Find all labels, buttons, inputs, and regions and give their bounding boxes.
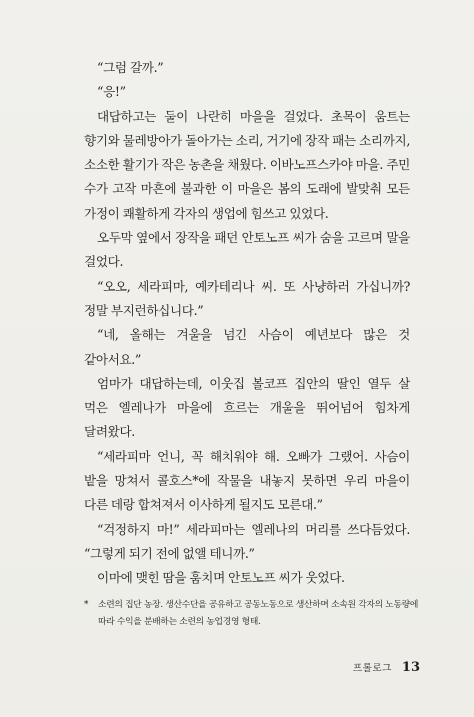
folio [353, 660, 420, 675]
page-number: 13 [401, 660, 420, 675]
paragraph: 엄마가 대답하는데, 이웃집 볼코프 집안의 딸인 열두 살 먹은 엘레나가 마을에 흐르는 개울을 뛰어넘어 힘차게 달려왔다. [84, 375, 410, 440]
paragraph: “응!” [97, 84, 126, 100]
paragraph: “세라피마 언니, 꼭 해치워야 해. 오빠가 그랬어. 사슴이 밭을 망쳐서 콜호스*에 작물을 내놓지 못하면 우리 마을이 다른 데랑 합쳐져서 이사하게 될지도 모른대.” [84, 448, 410, 513]
footnote-text: 소련의 집단 농장. 생산수단을 공유하고 공동노동으로 생산하며 소속원 각자의 노동량에 따라 수익을 분배하는 소련의 농업경영 형태. [98, 600, 419, 627]
paragraph: 오두막 옆에서 장작을 패던 안토노프 씨가 숨을 고르며 말을 걸었다. [84, 230, 410, 270]
paragraph: 이마에 맺힌 땀을 훔치며 안토노프 씨가 웃었다. [97, 570, 345, 586]
footnote [84, 597, 424, 631]
paragraph: “오오, 세라피마, 예카테리나 씨. 또 사냥하러 가십니까? 정말 부지런하십니다.” [84, 278, 410, 318]
running-footer-chapter: 프롤로그 [352, 663, 392, 674]
body-text [84, 56, 410, 591]
paragraph: “네, 올해는 겨울을 넘긴 사슴이 예년보다 많은 것 같아서요.” [84, 327, 410, 367]
paragraph: 대답하고는 둘이 나란히 마을을 걸었다. 초목이 움트는 향기와 물레방아가 돌아가는 소리, 거기에 장작 패는 소리까지, 소소한 활기가 작은 농촌을 채웠다. 이바노프스카야 마을. 주민 수가 고작 마흔에 불과한 이 마을은 봄의 도래에 발맞춰 모든 가정이 쾌활하게 각자의 생업에 힘쓰고 있었다. [84, 108, 410, 221]
footnote-mark: * [84, 600, 89, 610]
paragraph: “걱정하지 마!” 세라피마는 엘레나의 머리를 쓰다듬었다. “그렇게 되기 전에 없앨 테니까.” [84, 521, 410, 561]
paragraph: “그럼 갈까.” [97, 60, 164, 75]
